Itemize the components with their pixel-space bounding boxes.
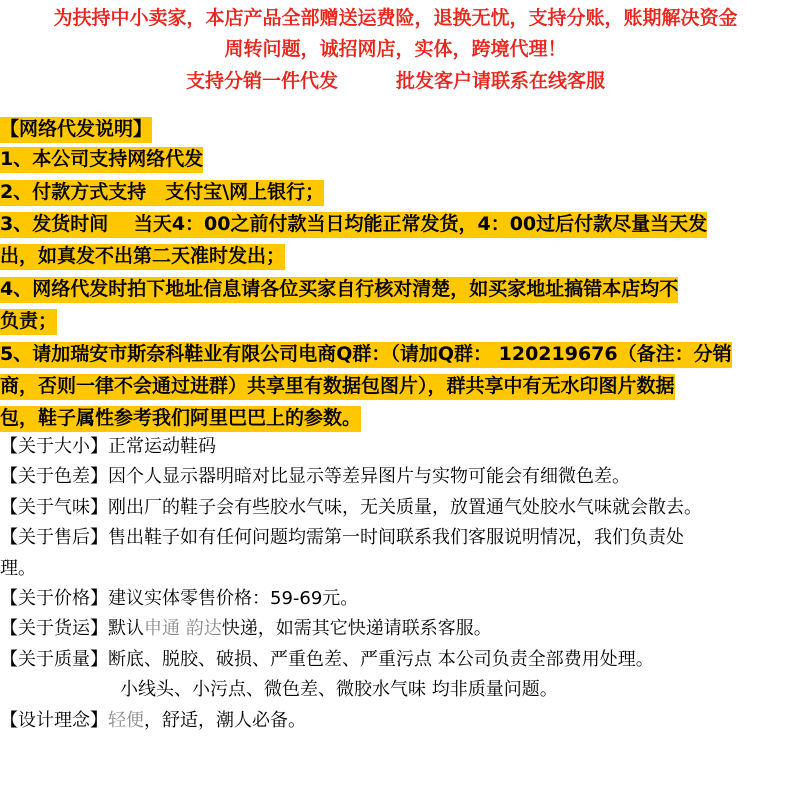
attr-shipping-value-a: 默认 bbox=[108, 618, 144, 639]
dropship-item-5a: 5、请加瑞安市斯奈科鞋业有限公司电商Q群：（请加Q群： 120219676（备注：分销 bbox=[0, 339, 732, 369]
attr-aftersale-value: 售出鞋子如有任何问题均需第一时间联系我们客服说明情况，我们负责处 bbox=[108, 527, 684, 548]
dropship-title: 【网络代发说明】 bbox=[0, 114, 152, 144]
attr-quality-value: 断底、脱胶、破损、严重色差、严重污点 本公司负责全部费用处理。 bbox=[108, 649, 654, 670]
promo-line-2: 周转问题，诚招网店，实体，跨境代理！ bbox=[224, 38, 567, 60]
attr-color-label: 【关于色差】 bbox=[0, 466, 108, 487]
attr-shipping-label: 【关于货运】 bbox=[0, 618, 108, 639]
attr-aftersale bbox=[0, 524, 684, 552]
attr-smell bbox=[0, 494, 702, 522]
attr-size-label: 【关于大小】 bbox=[0, 436, 108, 457]
dropship-item-4a: 4、网络代发时拍下地址信息请各位买家自行核对清楚，如买家地址搞错本店均不 bbox=[0, 274, 678, 304]
dropship-item-4b: 负责； bbox=[0, 306, 57, 336]
attr-color-value: 因个人显示器明暗对比显示等差异图片与实物可能会有细微色差。 bbox=[108, 466, 630, 487]
promo-line-1: 为扶持中小卖家，本店产品全部赠送运费险，退换无忧，支持分账，账期解决资金 bbox=[53, 7, 738, 29]
attr-shipping bbox=[0, 615, 492, 643]
dropship-item-3a: 3、发货时间 当天4：00之前付款当日均能正常发货，4：00过后付款尽量当天发 bbox=[0, 209, 707, 239]
dropship-item-5b: 商，否则一律不会通过进群）共享里有数据包图片），群共享中有无水印图片数据 bbox=[0, 371, 675, 401]
attr-design-value-a: 轻便 bbox=[108, 710, 144, 731]
promo-wholesale-text: 批发客户请联系在线客服 bbox=[396, 70, 606, 92]
dropship-item-2: 2、付款方式支持 支付宝\网上银行； bbox=[0, 177, 324, 207]
attr-aftersale-cont: 理。 bbox=[0, 558, 36, 579]
attr-smell-label: 【关于气味】 bbox=[0, 497, 108, 518]
attr-quality-cont: 小线头、小污点、微色差、微胶水气味 均非质量问题。 bbox=[120, 679, 558, 700]
attr-shipping-value-c: 快递，如需其它快递请联系客服。 bbox=[221, 618, 492, 639]
dropship-item-5c: 包，鞋子属性参考我们阿里巴巴上的参数。 bbox=[0, 403, 361, 433]
attr-design bbox=[0, 707, 306, 735]
attr-price-label: 【关于价格】 bbox=[0, 588, 108, 609]
attr-color bbox=[0, 463, 630, 491]
attr-price-value: 建议实体零售价格：59-69元。 bbox=[108, 588, 359, 609]
attr-price bbox=[0, 585, 358, 613]
attr-design-value-b: ，舒适，潮人必备。 bbox=[144, 710, 306, 731]
attr-quality-label: 【关于质量】 bbox=[0, 649, 108, 670]
promo-dropship-text: 支持分销一件代发 bbox=[185, 70, 338, 92]
attr-size-value: 正常运动鞋码 bbox=[108, 436, 216, 457]
attr-smell-value: 刚出厂的鞋子会有些胶水气味，无关质量，放置通气处胶水气味就会散去。 bbox=[108, 497, 702, 518]
attr-quality bbox=[0, 646, 654, 674]
dropship-item-3b: 出，如真发不出第二天准时发出； bbox=[0, 241, 285, 271]
attr-size bbox=[0, 433, 216, 461]
attr-design-label: 【设计理念】 bbox=[0, 710, 108, 731]
promo-line-3 bbox=[0, 66, 791, 93]
dropship-item-1: 1、本公司支持网络代发 bbox=[0, 144, 203, 174]
attr-aftersale-label: 【关于售后】 bbox=[0, 527, 108, 548]
attr-shipping-carriers: 申通 韵达 bbox=[144, 618, 222, 639]
